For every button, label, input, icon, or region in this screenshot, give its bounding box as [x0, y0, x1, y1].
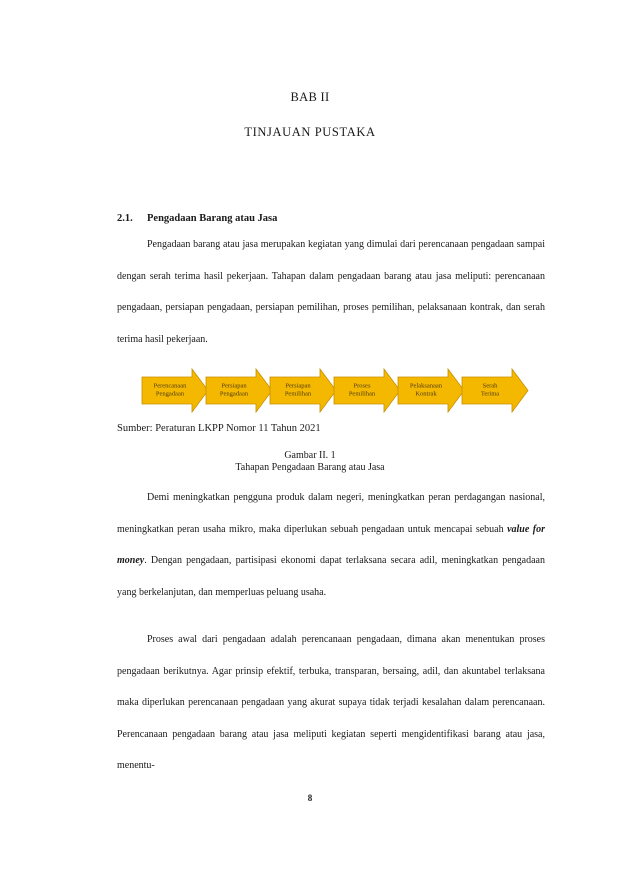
- section-number: 2.1.: [117, 213, 133, 224]
- flow-step-6: [462, 369, 528, 412]
- figure-caption-title: Tahapan Pengadaan Barang atau Jasa: [235, 462, 385, 473]
- paragraph-2-text-end: . Dengan pengadaan, partisipasi ekonomi dapat terlaksana secara adil, meningkatkan pengadaan yang berkelanjutan, dan memperluas peluang usaha.: [117, 555, 545, 598]
- flow-step-2: [206, 369, 272, 412]
- figure-source: Sumber: Peraturan LKPP Nomor 11 Tahun 2021: [117, 423, 321, 434]
- paragraph-1-text: Pengadaan barang atau jasa merupakan kegiatan yang dimulai dari perencanaan pengadaan sampai dengan serah terima hasil pekerjaan. Tahapan dalam pengadaan barang atau jasa meliputi: perencanaan pengadaan, persiapan pengadaan, persiapan pemilihan, proses pemilihan, pelaksanaan kontrak, dan serah terima hasil pekerjaan.: [117, 239, 545, 345]
- flow-step-label: Pengadaan: [155, 390, 185, 398]
- flow-step-label: Pelaksanaan: [409, 382, 443, 390]
- paragraph-1: [117, 229, 545, 355]
- flow-step-label: Perencanaan: [153, 382, 187, 390]
- section-heading: [117, 213, 277, 224]
- chapter-title: TINJAUAN PUSTAKA: [244, 125, 376, 139]
- flow-step-label: Pengadaan: [219, 390, 249, 398]
- paragraph-3-text: Proses awal dari pengadaan adalah perencanaan pengadaan, dimana akan menentukan proses pengadaan berikutnya. Agar prinsip efektif, terbuka, transparan, bersaing, adil, dan akuntabel terlaksana maka diperlukan perencanaan pengadaan yang akurat supaya tidak terjadi kesalahan dalam perencanaan. Perencanaan pengadaan barang atau jasa meliputi kegiatan seperti mengidentifikasi barang atau jasa, menentu-: [117, 634, 545, 772]
- flow-step-label: Pemilihan: [284, 390, 312, 398]
- flow-step-label: Persiapan: [285, 382, 311, 390]
- chapter-label: BAB II: [290, 90, 330, 104]
- flow-step-label: Kontrak: [415, 390, 437, 398]
- section-title: Pengadaan Barang atau Jasa: [147, 213, 278, 224]
- paragraph-3: [117, 624, 545, 782]
- flow-step-label: Persiapan: [221, 382, 247, 390]
- flow-step-label: Serah: [482, 382, 498, 390]
- flow-step-3: [270, 369, 336, 412]
- flow-step-label: Terima: [480, 390, 500, 398]
- page-number: 8: [307, 793, 313, 803]
- procurement-flow-diagram: [140, 368, 532, 413]
- paragraph-2-emphasis: value for money: [117, 523, 545, 567]
- flow-step-1: [142, 369, 208, 412]
- paragraph-2: [117, 482, 545, 608]
- flow-step-label: Proses: [353, 382, 371, 390]
- paragraph-2-text: Demi meningkatkan pengguna produk dalam negeri, meningkatkan peran perdagangan nasional, meningkatkan peran usaha mikro, maka diperlukan sebuah pengadaan untuk mencapai sebuah: [117, 492, 545, 535]
- figure-caption-number: Gambar II. 1: [284, 450, 336, 461]
- flow-step-4: [334, 369, 400, 412]
- flow-step-label: Pemilihan: [348, 390, 376, 398]
- flow-step-5: [398, 369, 464, 412]
